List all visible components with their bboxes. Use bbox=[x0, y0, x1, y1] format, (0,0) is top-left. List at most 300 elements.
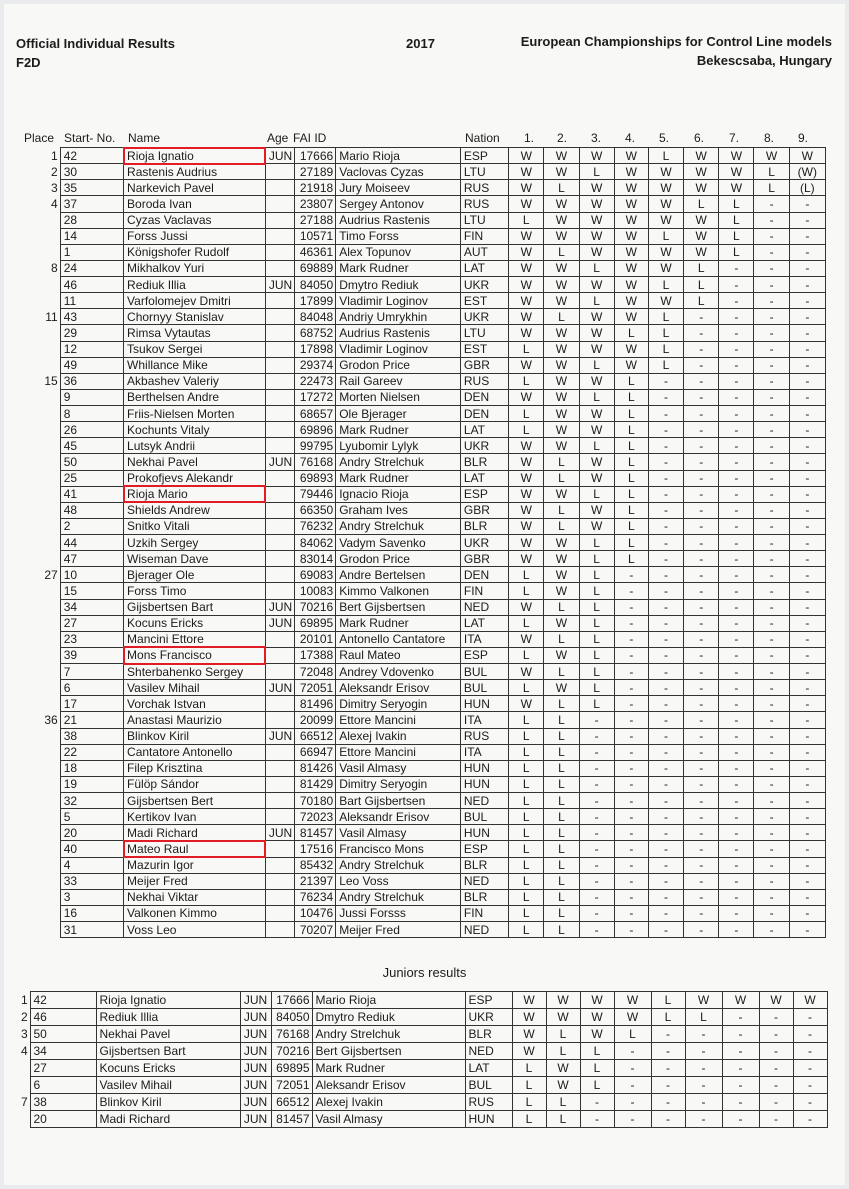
round-result-cell: - bbox=[719, 470, 754, 486]
place-cell bbox=[24, 454, 60, 470]
round-result-cell: - bbox=[685, 1026, 722, 1043]
round-result-cell: - bbox=[684, 309, 719, 325]
round-result-cell: W bbox=[614, 244, 648, 260]
round-result-cell: - bbox=[684, 615, 719, 631]
round-result-cell: L bbox=[509, 647, 544, 663]
round-result-cell: - bbox=[719, 841, 754, 857]
start-number-cell: 16 bbox=[60, 905, 123, 921]
round-result-cell: - bbox=[789, 486, 825, 502]
mechanic-cell: Andry Strelchuk bbox=[336, 518, 461, 534]
round-result-cell: - bbox=[789, 277, 825, 293]
round-result-cell: W bbox=[544, 406, 579, 422]
age-cell bbox=[265, 889, 294, 905]
round-result-cell: - bbox=[684, 841, 719, 857]
result-row bbox=[24, 454, 826, 470]
round-result-cell: - bbox=[754, 696, 789, 712]
start-number-cell: 49 bbox=[60, 357, 123, 373]
round-result-cell: W bbox=[580, 1026, 614, 1043]
round-result-cell: - bbox=[579, 809, 614, 825]
fai-id-cell: 17272 bbox=[294, 389, 335, 405]
competitor-name-cell: Narkevich Pavel bbox=[124, 180, 266, 196]
fai-id-cell: 17666 bbox=[294, 148, 335, 164]
round-result-cell: L bbox=[509, 857, 544, 873]
round-result-cell: W bbox=[544, 373, 579, 389]
start-number-cell: 50 bbox=[60, 454, 123, 470]
mechanic-cell: Mario Rioja bbox=[336, 148, 461, 164]
result-row bbox=[24, 776, 826, 792]
round-result-cell: L bbox=[544, 631, 579, 647]
round-result-cell: L bbox=[509, 825, 544, 841]
round-result-cell: L bbox=[614, 438, 648, 454]
mechanic-cell: Audrius Rastenis bbox=[336, 325, 461, 341]
place-cell bbox=[24, 680, 60, 696]
round-result-cell: L bbox=[546, 1111, 580, 1128]
round-result-cell: W bbox=[579, 454, 614, 470]
round-result-cell: W bbox=[509, 551, 544, 567]
fai-id-cell: 70180 bbox=[294, 793, 335, 809]
mechanic-cell: Bert Gijsbertsen bbox=[312, 1043, 465, 1060]
competitor-name-cell: Varfolomejev Dmitri bbox=[124, 293, 266, 309]
competitor-name-cell: Mons Francisco bbox=[124, 647, 266, 663]
round-result-cell: - bbox=[579, 922, 614, 938]
round-result-cell: L bbox=[579, 615, 614, 631]
place-cell bbox=[24, 293, 60, 309]
place-cell bbox=[24, 341, 60, 357]
mechanic-cell: Raul Mateo bbox=[336, 647, 461, 663]
round-result-cell: - bbox=[651, 1077, 685, 1094]
mechanic-cell: Alexej Ivakin bbox=[312, 1094, 465, 1111]
round-result-cell: - bbox=[754, 825, 789, 841]
round-result-cell: - bbox=[684, 422, 719, 438]
round-result-cell: - bbox=[754, 406, 789, 422]
round-result-cell: W bbox=[509, 277, 544, 293]
round-result-cell: - bbox=[754, 422, 789, 438]
round-result-cell: W bbox=[544, 438, 579, 454]
round-result-cell: - bbox=[754, 454, 789, 470]
start-number-cell: 32 bbox=[60, 793, 123, 809]
nation-cell: ESP bbox=[460, 148, 508, 164]
round-result-cell: - bbox=[754, 551, 789, 567]
fai-id-cell: 21397 bbox=[294, 873, 335, 889]
fai-id-cell: 70216 bbox=[271, 1043, 312, 1060]
round-result-cell: W bbox=[509, 389, 544, 405]
place-cell bbox=[24, 664, 60, 680]
start-number-cell: 1 bbox=[60, 244, 123, 260]
round-result-cell: - bbox=[754, 502, 789, 518]
nation-cell: AUT bbox=[460, 244, 508, 260]
round-result-cell: - bbox=[789, 873, 825, 889]
age-cell bbox=[265, 309, 294, 325]
round-result-cell: W bbox=[579, 148, 614, 164]
result-row bbox=[24, 438, 826, 454]
mechanic-cell: Antonello Cantatore bbox=[336, 631, 461, 647]
round-result-cell: - bbox=[648, 599, 683, 615]
round-result-cell: - bbox=[579, 825, 614, 841]
mechanic-cell: Andry Strelchuk bbox=[312, 1026, 465, 1043]
round-result-cell: - bbox=[754, 293, 789, 309]
round-result-cell: - bbox=[754, 728, 789, 744]
round-result-cell: W bbox=[614, 293, 648, 309]
round-result-cell: W bbox=[580, 1009, 614, 1026]
competitor-name-cell: Kocuns Ericks bbox=[124, 615, 266, 631]
round-result-cell: - bbox=[651, 1111, 685, 1128]
round-result-cell: - bbox=[789, 583, 825, 599]
round-result-cell: W bbox=[544, 196, 579, 212]
competitor-name-cell: Akbashev Valeriy bbox=[124, 373, 266, 389]
place-cell bbox=[24, 583, 60, 599]
round-result-cell: - bbox=[759, 1111, 793, 1128]
round-result-cell: L bbox=[512, 1077, 546, 1094]
doc-title: Official Individual Results bbox=[16, 36, 175, 51]
start-number-cell: 8 bbox=[60, 406, 123, 422]
nation-cell: DEN bbox=[460, 567, 508, 583]
round-result-cell: - bbox=[719, 825, 754, 841]
round-result-cell: - bbox=[789, 905, 825, 921]
nation-cell: FIN bbox=[460, 583, 508, 599]
round-result-cell: - bbox=[719, 776, 754, 792]
start-number-cell: 5 bbox=[60, 809, 123, 825]
round-result-cell: W bbox=[509, 260, 544, 276]
place-cell: 2 bbox=[51, 164, 58, 179]
round-result-cell: W bbox=[579, 196, 614, 212]
round-result-cell: - bbox=[684, 728, 719, 744]
round-result-cell: W bbox=[579, 244, 614, 260]
round-result-cell: W bbox=[684, 228, 719, 244]
round-result-cell: - bbox=[648, 760, 683, 776]
round-result-cell: W bbox=[544, 164, 579, 180]
round-result-cell: - bbox=[789, 825, 825, 841]
round-result-cell: L bbox=[579, 293, 614, 309]
round-result-cell: W bbox=[544, 148, 579, 164]
mechanic-cell: Vladimir Loginov bbox=[336, 293, 461, 309]
round-result-cell: - bbox=[684, 809, 719, 825]
nation-cell: BLR bbox=[460, 454, 508, 470]
nation-cell: UKR bbox=[460, 438, 508, 454]
round-result-cell: - bbox=[648, 422, 683, 438]
round-result-cell: L bbox=[544, 728, 579, 744]
round-result-cell: L bbox=[544, 760, 579, 776]
round-result-cell: - bbox=[648, 389, 683, 405]
round-result-cell: - bbox=[685, 1111, 722, 1128]
round-result-cell: - bbox=[722, 1077, 759, 1094]
mechanic-cell: Graham Ives bbox=[336, 502, 461, 518]
place-cell: 36 bbox=[44, 712, 58, 727]
round-result-cell: L bbox=[512, 1094, 546, 1111]
result-row bbox=[24, 212, 826, 228]
round-result-cell: W bbox=[512, 1026, 546, 1043]
start-number-cell: 4 bbox=[60, 857, 123, 873]
round-result-cell: - bbox=[648, 825, 683, 841]
age-cell bbox=[265, 341, 294, 357]
round-result-cell: - bbox=[789, 728, 825, 744]
competitor-name-cell: Mateo Raul bbox=[124, 841, 266, 857]
fai-id-cell: 72023 bbox=[294, 809, 335, 825]
competitor-name-cell: Mazurin Igor bbox=[124, 857, 266, 873]
round-result-cell: - bbox=[648, 486, 683, 502]
round-result-cell: W bbox=[544, 212, 579, 228]
competitor-name-cell: Nekhai Pavel bbox=[124, 454, 266, 470]
competitor-name-cell: Kocuns Ericks bbox=[96, 1060, 240, 1077]
round-result-cell: W bbox=[544, 615, 579, 631]
age-cell bbox=[265, 905, 294, 921]
round-result-cell: L bbox=[684, 196, 719, 212]
round-result-cell: - bbox=[684, 873, 719, 889]
mechanic-cell: Francisco Mons bbox=[336, 841, 461, 857]
round-result-cell: - bbox=[719, 793, 754, 809]
year: 2017 bbox=[406, 36, 435, 51]
round-result-cell: - bbox=[719, 502, 754, 518]
round-result-cell: W bbox=[509, 148, 544, 164]
mechanic-cell: Andry Strelchuk bbox=[336, 454, 461, 470]
round-result-cell: L bbox=[719, 212, 754, 228]
fai-id-cell: 66512 bbox=[271, 1094, 312, 1111]
mechanic-cell: Ettore Mancini bbox=[336, 712, 461, 728]
competitor-name-cell: Kochunts Vitaly bbox=[124, 422, 266, 438]
round-result-cell: - bbox=[580, 1111, 614, 1128]
round-result-cell: W bbox=[685, 992, 722, 1009]
col-start: Start- No. bbox=[64, 131, 116, 145]
start-number-cell: 20 bbox=[60, 825, 123, 841]
competitor-name-cell: Forss Jussi bbox=[124, 228, 266, 244]
mechanic-cell: Aleksandr Erisov bbox=[312, 1077, 465, 1094]
round-result-cell: - bbox=[719, 712, 754, 728]
round-result-cell: L bbox=[544, 712, 579, 728]
nation-cell: LAT bbox=[460, 470, 508, 486]
fai-id-cell: 72048 bbox=[294, 664, 335, 680]
result-row bbox=[24, 873, 826, 889]
results-table bbox=[24, 147, 826, 938]
round-result-cell: W bbox=[684, 148, 719, 164]
place-cell: 3 bbox=[51, 180, 58, 195]
fai-id-cell: 10571 bbox=[294, 228, 335, 244]
nation-cell: ITA bbox=[460, 631, 508, 647]
round-result-cell: L bbox=[509, 680, 544, 696]
round-result-cell: - bbox=[754, 470, 789, 486]
round-result-cell: - bbox=[684, 518, 719, 534]
round-result-cell: - bbox=[754, 873, 789, 889]
nation-cell: LAT bbox=[465, 1060, 512, 1077]
round-result-cell: L bbox=[614, 551, 648, 567]
round-result-cell: - bbox=[614, 664, 648, 680]
round-result-cell: - bbox=[648, 793, 683, 809]
round-result-cell: L bbox=[544, 180, 579, 196]
nation-cell: BUL bbox=[460, 680, 508, 696]
round-result-cell: W bbox=[579, 325, 614, 341]
round-result-cell: W bbox=[793, 992, 827, 1009]
start-number-cell: 31 bbox=[60, 922, 123, 938]
round-result-cell: - bbox=[580, 1094, 614, 1111]
round-result-cell: - bbox=[789, 889, 825, 905]
start-number-cell: 46 bbox=[30, 1009, 96, 1026]
round-result-cell: L bbox=[614, 406, 648, 422]
round-result-cell: L bbox=[509, 406, 544, 422]
mechanic-cell: Dmytro Rediuk bbox=[336, 277, 461, 293]
fai-id-cell: 27188 bbox=[294, 212, 335, 228]
start-number-cell: 46 bbox=[60, 277, 123, 293]
nation-cell: UKR bbox=[460, 277, 508, 293]
mechanic-cell: Mark Rudner bbox=[312, 1060, 465, 1077]
fai-id-cell: 20101 bbox=[294, 631, 335, 647]
result-row bbox=[24, 905, 826, 921]
round-result-cell: - bbox=[719, 922, 754, 938]
round-result-cell: - bbox=[754, 664, 789, 680]
result-row bbox=[24, 389, 826, 405]
round-result-cell: - bbox=[722, 1094, 759, 1111]
nation-cell: BLR bbox=[460, 857, 508, 873]
round-result-cell: - bbox=[648, 406, 683, 422]
round-result-cell: L bbox=[648, 325, 683, 341]
round-result-cell: W bbox=[544, 535, 579, 551]
place-cell bbox=[24, 406, 60, 422]
round-result-cell: - bbox=[789, 244, 825, 260]
round-result-cell: W bbox=[509, 502, 544, 518]
round-result-cell: W bbox=[648, 164, 683, 180]
round-result-cell: L bbox=[546, 1094, 580, 1111]
round-result-cell: - bbox=[754, 438, 789, 454]
fai-id-cell: 10476 bbox=[294, 905, 335, 921]
round-result-cell: W bbox=[544, 341, 579, 357]
mechanic-cell: Timo Forss bbox=[336, 228, 461, 244]
mechanic-cell: Andrey Vdovenko bbox=[336, 664, 461, 680]
round-result-cell: - bbox=[754, 615, 789, 631]
round-result-cell: - bbox=[614, 583, 648, 599]
round-result-cell: - bbox=[684, 905, 719, 921]
round-result-cell: - bbox=[648, 905, 683, 921]
round-result-cell: L bbox=[579, 583, 614, 599]
age-cell bbox=[265, 180, 294, 196]
mechanic-cell: Lyubomir Lylyk bbox=[336, 438, 461, 454]
round-result-cell: L bbox=[509, 728, 544, 744]
nation-cell: GBR bbox=[460, 357, 508, 373]
round-heading: 5. bbox=[659, 131, 670, 145]
round-result-cell: - bbox=[789, 551, 825, 567]
round-result-cell: - bbox=[754, 228, 789, 244]
result-row bbox=[24, 277, 826, 293]
round-result-cell: - bbox=[754, 373, 789, 389]
age-cell bbox=[265, 793, 294, 809]
round-result-cell: - bbox=[754, 647, 789, 663]
age-cell bbox=[265, 422, 294, 438]
round-result-cell: - bbox=[754, 212, 789, 228]
class-code: F2D bbox=[16, 55, 41, 70]
round-result-cell: - bbox=[579, 873, 614, 889]
competitor-name-cell: Forss Timo bbox=[124, 583, 266, 599]
round-result-cell: - bbox=[789, 454, 825, 470]
age-cell bbox=[265, 631, 294, 647]
round-result-cell: L bbox=[579, 389, 614, 405]
round-result-cell: L bbox=[579, 551, 614, 567]
round-result-cell: L bbox=[614, 502, 648, 518]
round-result-cell: - bbox=[789, 647, 825, 663]
fai-id-cell: 69083 bbox=[294, 567, 335, 583]
juniors-title: Juniors results bbox=[382, 965, 467, 980]
nation-cell: RUS bbox=[460, 180, 508, 196]
round-result-cell: L bbox=[579, 486, 614, 502]
age-cell bbox=[265, 776, 294, 792]
competitor-name-cell: Mikhalkov Yuri bbox=[124, 260, 266, 276]
round-result-cell: W bbox=[579, 228, 614, 244]
place-cell bbox=[24, 873, 60, 889]
place-cell: 1 bbox=[51, 148, 58, 163]
age-cell bbox=[265, 406, 294, 422]
round-result-cell: - bbox=[685, 1094, 722, 1111]
round-result-cell: - bbox=[719, 647, 754, 663]
age-cell bbox=[265, 841, 294, 857]
round-result-cell: - bbox=[789, 518, 825, 534]
round-result-cell: L bbox=[648, 357, 683, 373]
round-result-cell: - bbox=[719, 664, 754, 680]
fai-id-cell: 46361 bbox=[294, 244, 335, 260]
result-row bbox=[24, 712, 826, 728]
start-number-cell: 37 bbox=[60, 196, 123, 212]
round-result-cell: - bbox=[579, 841, 614, 857]
round-result-cell: - bbox=[648, 776, 683, 792]
round-result-cell: - bbox=[684, 357, 719, 373]
round-result-cell: L bbox=[544, 244, 579, 260]
round-result-cell: - bbox=[754, 309, 789, 325]
place-cell bbox=[24, 389, 60, 405]
round-result-cell: - bbox=[684, 696, 719, 712]
round-result-cell: - bbox=[719, 615, 754, 631]
fai-id-cell: 69895 bbox=[271, 1060, 312, 1077]
fai-id-cell: 69896 bbox=[294, 422, 335, 438]
fai-id-cell: 83014 bbox=[294, 551, 335, 567]
place-cell: 8 bbox=[51, 261, 58, 276]
round-result-cell: - bbox=[754, 486, 789, 502]
round-result-cell: - bbox=[793, 1043, 827, 1060]
competitor-name-cell: Prokofjevs Alekandr bbox=[124, 470, 266, 486]
result-row bbox=[24, 728, 826, 744]
round-result-cell: W bbox=[509, 696, 544, 712]
result-row bbox=[24, 857, 826, 873]
round-result-cell: L bbox=[719, 244, 754, 260]
round-result-cell: L bbox=[648, 148, 683, 164]
round-result-cell: - bbox=[684, 776, 719, 792]
round-result-cell: - bbox=[754, 712, 789, 728]
place-cell: 11 bbox=[45, 309, 58, 324]
competitor-name-cell: Friis-Nielsen Morten bbox=[124, 406, 266, 422]
round-result-cell: L bbox=[544, 470, 579, 486]
nation-cell: FIN bbox=[460, 228, 508, 244]
round-result-cell: L bbox=[544, 841, 579, 857]
round-result-cell: W bbox=[546, 1060, 580, 1077]
round-result-cell: - bbox=[579, 857, 614, 873]
start-number-cell: 10 bbox=[60, 567, 123, 583]
fai-id-cell: 22473 bbox=[294, 373, 335, 389]
age-cell bbox=[265, 293, 294, 309]
round-result-cell: - bbox=[684, 406, 719, 422]
result-row bbox=[24, 422, 826, 438]
result-row bbox=[24, 148, 826, 164]
nation-cell: EST bbox=[460, 293, 508, 309]
round-result-cell: W bbox=[648, 260, 683, 276]
result-row bbox=[24, 647, 826, 663]
start-number-cell: 33 bbox=[60, 873, 123, 889]
round-result-cell: - bbox=[789, 567, 825, 583]
round-result-cell: - bbox=[614, 1111, 651, 1128]
junior-row bbox=[18, 1009, 827, 1026]
result-row bbox=[24, 631, 826, 647]
mechanic-cell: Vladimir Loginov bbox=[336, 341, 461, 357]
result-row bbox=[24, 615, 826, 631]
fai-id-cell: 76168 bbox=[271, 1026, 312, 1043]
nation-cell: UKR bbox=[460, 535, 508, 551]
round-result-cell: - bbox=[579, 889, 614, 905]
round-result-cell: - bbox=[789, 535, 825, 551]
fai-id-cell: 81457 bbox=[271, 1111, 312, 1128]
start-number-cell: 6 bbox=[60, 680, 123, 696]
competitor-name-cell: Gijsbertsen Bart bbox=[124, 599, 266, 615]
